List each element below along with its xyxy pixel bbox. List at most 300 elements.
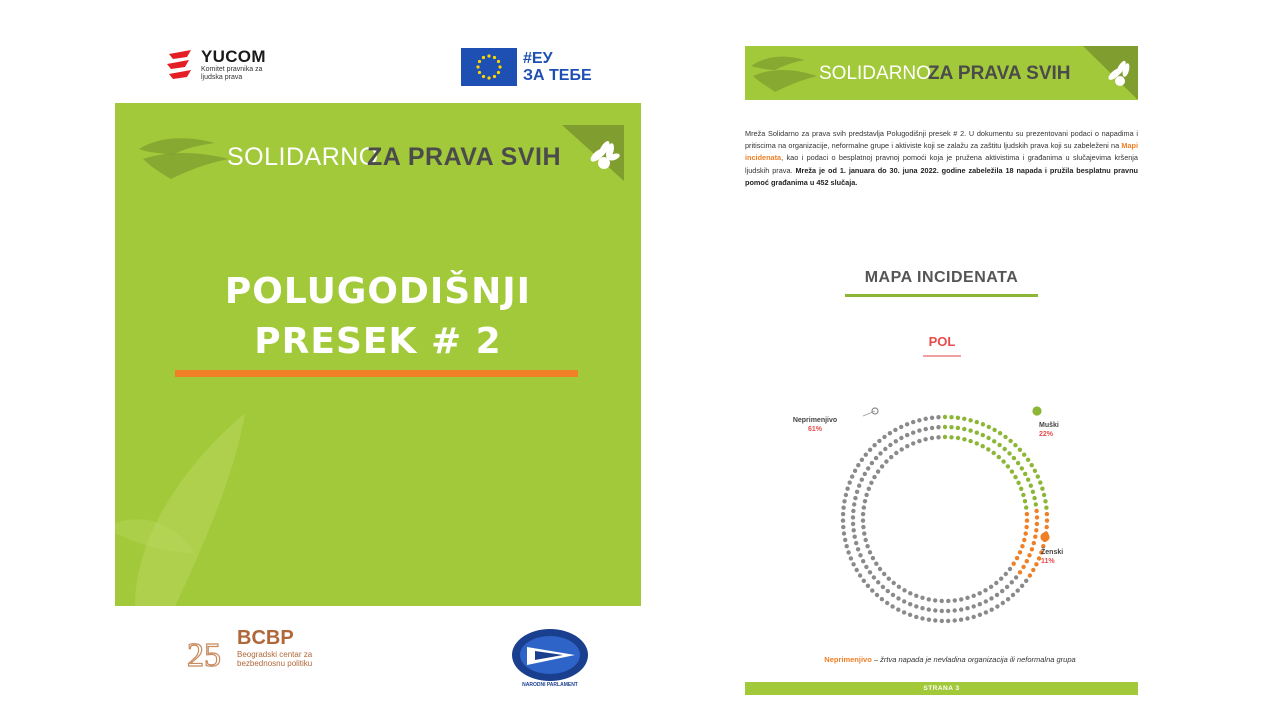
ring-dot-neprimenjivo xyxy=(933,618,937,622)
ring-dot-muški xyxy=(975,441,979,445)
ring-dot-muški xyxy=(949,425,953,429)
ring-dot-muški xyxy=(1022,453,1026,457)
ring-dot-neprimenjivo xyxy=(914,594,918,598)
ring-dot-neprimenjivo xyxy=(920,616,924,620)
ring-dot-neprimenjivo xyxy=(897,585,901,589)
ring-dot-neprimenjivo xyxy=(1005,585,1009,589)
ring-dot-muški xyxy=(1040,487,1044,491)
ring-dot-neprimenjivo xyxy=(851,562,855,566)
ring-dot-neprimenjivo xyxy=(858,573,862,577)
ring-dot-neprimenjivo xyxy=(888,443,892,447)
intro-text-1: Mreža Solidarno za prava svih predstavlja Polugodišnji presek # 2. U dokumentu su prezentovani podaci o napadima i pritiscima na organizacije, neformalne grupe i aktiviste koji se zalažu za zaštitu ljudskih prava koji su zabeleženi na xyxy=(745,129,1138,151)
ring-dot-neprimenjivo xyxy=(927,607,931,611)
ring-dot-neprimenjivo xyxy=(867,487,871,491)
ring-dot-neprimenjivo xyxy=(844,493,848,497)
ring-dot-muški xyxy=(998,431,1002,435)
ring-dot-neprimenjivo xyxy=(850,474,854,478)
ring-dot-neprimenjivo xyxy=(917,428,921,432)
cover-title-line2: PRESEK # 2 xyxy=(254,321,502,362)
ring-dot-neprimenjivo xyxy=(883,447,887,451)
ring-dot-neprimenjivo xyxy=(920,596,924,600)
ring-dot-muški xyxy=(1021,493,1025,497)
ring-dot-muški xyxy=(962,417,966,421)
ring-dot-neprimenjivo xyxy=(874,456,878,460)
ring-dot-neprimenjivo xyxy=(865,544,869,548)
ring-dot-neprimenjivo xyxy=(889,455,893,459)
ring-dot-muški xyxy=(1010,469,1014,473)
ring-dot-neprimenjivo xyxy=(917,418,921,422)
ring-dot-neprimenjivo xyxy=(908,613,912,617)
ring-dot-neprimenjivo xyxy=(864,493,868,497)
ring-dot-neprimenjivo xyxy=(983,588,987,592)
ring-dot-muški xyxy=(1043,499,1047,503)
ring-dot-neprimenjivo xyxy=(902,588,906,592)
ring-dot-neprimenjivo xyxy=(896,608,900,612)
ring-dot-neprimenjivo xyxy=(1014,575,1018,579)
ring-dot-neprimenjivo xyxy=(933,598,937,602)
ring-dot-neprimenjivo xyxy=(893,428,897,432)
intro-text-2: , kao i podaci o besplatnoj pravnoj pomoći koja je pružena aktivistima i građanima u slučajevima kršenja ljudskih prava. xyxy=(745,153,1138,175)
ring-dot-muški xyxy=(1001,459,1005,463)
ring-dot-neprimenjivo xyxy=(1008,567,1012,571)
ring-dot-neprimenjivo xyxy=(872,575,876,579)
ring-dot-muški xyxy=(1024,505,1028,509)
ring-dot-muški xyxy=(1003,447,1007,451)
ring-dot-neprimenjivo xyxy=(880,597,884,601)
ring-dot-neprimenjivo xyxy=(923,437,927,441)
ring-dot-neprimenjivo xyxy=(965,616,969,620)
ring-dot-muški xyxy=(1012,456,1016,460)
ring-dot-neprimenjivo xyxy=(884,459,888,463)
ring-dot-neprimenjivo xyxy=(995,604,999,608)
ring-dot-neprimenjivo xyxy=(852,502,856,506)
ring-dot-neprimenjivo xyxy=(843,538,847,542)
ring-dot-ženski xyxy=(1045,525,1049,529)
ring-dot-muški xyxy=(1007,451,1011,455)
ring-dot-neprimenjivo xyxy=(861,559,865,563)
ring-dot-muški xyxy=(956,426,960,430)
ring-dot-neprimenjivo xyxy=(845,487,849,491)
ring-dot-neprimenjivo xyxy=(868,550,872,554)
ring-dot-neprimenjivo xyxy=(978,591,982,595)
ring-dot-muški xyxy=(1044,506,1048,510)
ring-dot-neprimenjivo xyxy=(953,608,957,612)
ring-dot-neprimenjivo xyxy=(1000,589,1004,593)
ring-dot-ženski xyxy=(1032,541,1036,545)
bcbp-subtitle: Beogradski centar za bezbednosnu politiku xyxy=(237,650,313,668)
ring-dot-muški xyxy=(949,435,953,439)
ring-dot-neprimenjivo xyxy=(972,604,976,608)
category-label: Neprimenjivo xyxy=(792,417,838,424)
ring-dot-muški xyxy=(1036,474,1040,478)
ring-dot-muški xyxy=(949,415,953,419)
ring-dot-neprimenjivo xyxy=(1024,579,1028,583)
ring-dot-muški xyxy=(981,444,985,448)
ring-dot-neprimenjivo xyxy=(855,490,859,494)
yucom-name: YUCOM xyxy=(201,47,266,66)
hand-sign-icon xyxy=(1083,46,1138,100)
ring-dot-neprimenjivo xyxy=(876,469,880,473)
ring-dot-neprimenjivo xyxy=(870,461,874,465)
ring-dot-ženski xyxy=(1020,544,1024,548)
ring-dot-neprimenjivo xyxy=(878,451,882,455)
ring-dot-neprimenjivo xyxy=(911,431,915,435)
ring-dot-muški xyxy=(1042,493,1046,497)
page-slogan-dark: ZA PRAVA SVIH xyxy=(928,63,1071,84)
ring-dot-neprimenjivo xyxy=(842,499,846,503)
cover-slogan-light: SOLIDARNO xyxy=(227,143,379,171)
gender-dot-ring-chart xyxy=(785,394,1105,634)
ring-dot-neprimenjivo xyxy=(924,417,928,421)
yucom-logo xyxy=(165,48,281,84)
ring-dot-neprimenjivo xyxy=(863,472,867,476)
ring-dot-neprimenjivo xyxy=(861,518,865,522)
ring-dot-muški xyxy=(1033,469,1037,473)
ring-dot-neprimenjivo xyxy=(936,435,940,439)
ring-dot-neprimenjivo xyxy=(972,615,976,619)
ring-dot-muški xyxy=(992,439,996,443)
ring-dot-ženski xyxy=(1018,550,1022,554)
ring-dot-neprimenjivo xyxy=(953,598,957,602)
ring-dot-neprimenjivo xyxy=(891,593,895,597)
ring-dot-neprimenjivo xyxy=(959,618,963,622)
callout-marker-ženski xyxy=(1041,533,1049,541)
ring-dot-neprimenjivo xyxy=(946,619,950,623)
ring-dot-neprimenjivo xyxy=(856,463,860,467)
ring-dot-neprimenjivo xyxy=(908,602,912,606)
ring-dot-muški xyxy=(1029,484,1033,488)
ring-dot-neprimenjivo xyxy=(848,480,852,484)
ring-dot-neprimenjivo xyxy=(902,610,906,614)
ring-dot-neprimenjivo xyxy=(858,553,862,557)
ring-dot-neprimenjivo xyxy=(972,594,976,598)
ring-dot-ženski xyxy=(1015,556,1019,560)
ring-dot-muški xyxy=(943,435,947,439)
ring-dot-ženski xyxy=(1024,531,1028,535)
ring-dot-muški xyxy=(1008,439,1012,443)
ring-dot-neprimenjivo xyxy=(984,610,988,614)
ring-dot-neprimenjivo xyxy=(851,515,855,519)
ring-dot-neprimenjivo xyxy=(857,484,861,488)
ring-dot-muški xyxy=(1006,464,1010,468)
ring-dot-neprimenjivo xyxy=(864,538,868,542)
ring-dot-neprimenjivo xyxy=(856,547,860,551)
ring-dot-neprimenjivo xyxy=(978,613,982,617)
ring-dot-neprimenjivo xyxy=(994,581,998,585)
callout-marker-muški xyxy=(1033,407,1041,415)
eu-logo xyxy=(461,48,592,86)
ring-dot-neprimenjivo xyxy=(930,416,934,420)
ring-dot-neprimenjivo xyxy=(896,596,900,600)
ring-dot-neprimenjivo xyxy=(940,609,944,613)
ring-dot-neprimenjivo xyxy=(862,505,866,509)
intro-paragraph xyxy=(745,128,1138,189)
ring-dot-neprimenjivo xyxy=(888,431,892,435)
ring-dot-neprimenjivo xyxy=(864,453,868,457)
chart-title: POL xyxy=(928,334,956,349)
ring-dot-neprimenjivo xyxy=(1020,584,1024,588)
ring-dot-muški xyxy=(1020,466,1024,470)
ring-dot-neprimenjivo xyxy=(1004,572,1008,576)
ring-dot-neprimenjivo xyxy=(905,444,909,448)
ring-dot-neprimenjivo xyxy=(989,596,993,600)
ring-dot-neprimenjivo xyxy=(1010,580,1014,584)
chart-title-underline xyxy=(923,355,961,357)
page-footer: STRANA 3 xyxy=(745,682,1138,695)
ring-dot-muški xyxy=(975,431,979,435)
yucom-subtitle: Komitet pravnika za ljudska prava xyxy=(201,66,263,81)
ring-dot-neprimenjivo xyxy=(886,589,890,593)
ring-dot-ženski xyxy=(1034,528,1038,532)
cover-title-line1: POLUGODIŠNJI xyxy=(224,271,532,312)
section-title: MAPA INCIDENATA xyxy=(864,269,1019,286)
category-label: Ženski xyxy=(1041,549,1064,556)
ring-dot-neprimenjivo xyxy=(933,608,937,612)
mapa-incidenata-link[interactable]: Mapi incidenata xyxy=(745,141,1138,163)
ring-dot-muški xyxy=(1013,443,1017,447)
ring-dot-neprimenjivo xyxy=(882,435,886,439)
cover-page xyxy=(115,40,641,705)
ring-dot-neprimenjivo xyxy=(851,522,855,526)
ring-dot-neprimenjivo xyxy=(860,478,864,482)
ring-dot-neprimenjivo xyxy=(905,422,909,426)
ring-dot-muški xyxy=(1013,475,1017,479)
ring-dot-neprimenjivo xyxy=(1016,588,1020,592)
ring-dot-muški xyxy=(968,418,972,422)
ring-dot-neprimenjivo xyxy=(953,618,957,622)
ring-dot-neprimenjivo xyxy=(866,466,870,470)
ring-dot-ženski xyxy=(1031,568,1035,572)
hands-icon xyxy=(749,50,829,94)
ring-dot-ženski xyxy=(1021,565,1025,569)
ring-dot-neprimenjivo xyxy=(914,615,918,619)
yucom-mark-icon xyxy=(165,48,195,84)
ring-dot-neprimenjivo xyxy=(905,433,909,437)
ring-dot-muški xyxy=(1034,502,1038,506)
ring-dot-neprimenjivo xyxy=(908,591,912,595)
ring-dot-ženski xyxy=(1022,538,1026,542)
ring-dot-muški xyxy=(1016,481,1020,485)
ring-dot-muški xyxy=(1031,490,1035,494)
ring-dot-neprimenjivo xyxy=(851,509,855,513)
ring-dot-ženski xyxy=(1033,535,1037,539)
ring-dot-neprimenjivo xyxy=(1001,601,1005,605)
ring-dot-muški xyxy=(956,436,960,440)
ring-dot-neprimenjivo xyxy=(881,585,885,589)
ring-dot-neprimenjivo xyxy=(876,580,880,584)
ring-dot-neprimenjivo xyxy=(875,593,879,597)
ring-dot-muški xyxy=(1026,478,1030,482)
title-underline xyxy=(175,370,578,377)
ring-dot-neprimenjivo xyxy=(885,601,889,605)
ring-dot-muški xyxy=(943,425,947,429)
ring-dot-neprimenjivo xyxy=(894,439,898,443)
ring-dot-ženski xyxy=(1035,515,1039,519)
ring-dot-neprimenjivo xyxy=(860,458,864,462)
cover-slogan-dark: ZA PRAVA SVIH xyxy=(367,143,562,171)
ring-dot-muški xyxy=(987,425,991,429)
svg-text:25: 25 xyxy=(187,637,221,674)
ring-dot-neprimenjivo xyxy=(902,599,906,603)
ring-dot-neprimenjivo xyxy=(863,499,867,503)
ring-dot-ženski xyxy=(1045,512,1049,516)
ring-dot-neprimenjivo xyxy=(946,599,950,603)
ring-dot-neprimenjivo xyxy=(890,604,894,608)
ring-dot-neprimenjivo xyxy=(999,577,1003,581)
ring-dot-ženski xyxy=(1012,562,1016,566)
ring-dot-muški xyxy=(975,420,979,424)
bcbp-25-icon xyxy=(185,628,231,676)
ring-dot-neprimenjivo xyxy=(978,602,982,606)
ring-dot-muški xyxy=(981,422,985,426)
ring-dot-muški xyxy=(1032,496,1036,500)
bcbp-name: BCBP xyxy=(237,627,294,649)
ring-dot-neprimenjivo xyxy=(940,619,944,623)
ring-dot-neprimenjivo xyxy=(862,579,866,583)
value-label: 11% xyxy=(1041,558,1055,565)
ring-dot-neprimenjivo xyxy=(927,618,931,622)
ring-dot-ženski xyxy=(1025,559,1029,563)
ring-dot-muški xyxy=(968,439,972,443)
ring-dot-neprimenjivo xyxy=(866,584,870,588)
ring-dot-ženski xyxy=(1030,547,1034,551)
ring-dot-neprimenjivo xyxy=(984,599,988,603)
page-banner xyxy=(745,46,1138,100)
ring-dot-neprimenjivo xyxy=(959,607,963,611)
ring-dot-ženski xyxy=(1025,512,1029,516)
ring-dot-neprimenjivo xyxy=(940,599,944,603)
decorative-leaf-icon xyxy=(115,403,315,606)
eu-hashtag: #ЕУ xyxy=(523,50,553,67)
ring-dot-neprimenjivo xyxy=(853,535,857,539)
ring-dot-neprimenjivo xyxy=(878,567,882,571)
eu-tagline: ЗА ТЕБЕ xyxy=(523,67,592,84)
ring-dot-muški xyxy=(997,455,1001,459)
ring-dot-ženski xyxy=(1018,570,1022,574)
ring-dot-neprimenjivo xyxy=(920,606,924,610)
ring-dot-muški xyxy=(992,451,996,455)
ring-dot-neprimenjivo xyxy=(841,518,845,522)
ring-dot-neprimenjivo xyxy=(965,596,969,600)
ring-dot-ženski xyxy=(1034,562,1038,566)
ring-dot-ženski xyxy=(1024,525,1028,529)
ring-dot-neprimenjivo xyxy=(852,528,856,532)
ring-dot-neprimenjivo xyxy=(872,443,876,447)
ring-dot-neprimenjivo xyxy=(864,565,868,569)
ring-dot-neprimenjivo xyxy=(849,556,853,560)
ring-dot-muški xyxy=(1030,463,1034,467)
ring-dot-ženski xyxy=(1034,509,1038,513)
ring-dot-neprimenjivo xyxy=(1011,593,1015,597)
ring-dot-muški xyxy=(1003,435,1007,439)
report-page xyxy=(745,44,1138,699)
ring-dot-neprimenjivo xyxy=(930,436,934,440)
ring-dot-neprimenjivo xyxy=(995,593,999,597)
ring-dot-neprimenjivo xyxy=(869,481,873,485)
ring-dot-neprimenjivo xyxy=(841,525,845,529)
ring-dot-ženski xyxy=(1025,518,1029,522)
ring-dot-muški xyxy=(962,437,966,441)
ring-dot-muški xyxy=(943,415,947,419)
hand-sign-icon xyxy=(562,125,624,181)
ring-dot-neprimenjivo xyxy=(870,588,874,592)
ring-dot-ženski xyxy=(1035,522,1039,526)
ring-dot-neprimenjivo xyxy=(914,604,918,608)
narodni-parlament-label: NARODNI PARLAMENT xyxy=(522,682,578,688)
ring-dot-neprimenjivo xyxy=(854,541,858,545)
ring-dot-neprimenjivo xyxy=(900,447,904,451)
ring-dot-neprimenjivo xyxy=(846,550,850,554)
category-label: Muški xyxy=(1039,422,1059,429)
ring-dot-neprimenjivo xyxy=(946,609,950,613)
ring-dot-muški xyxy=(956,416,960,420)
ring-dot-neprimenjivo xyxy=(927,597,931,601)
ring-dot-muški xyxy=(1023,472,1027,476)
cover-banner xyxy=(137,125,625,185)
ring-dot-muški xyxy=(997,443,1001,447)
ring-dot-ženski xyxy=(1027,553,1031,557)
ring-dot-neprimenjivo xyxy=(842,531,846,535)
legend-text: – žrtva napada je nevladina organizacija ili neformalna grupa xyxy=(871,655,1076,664)
ring-dot-neprimenjivo xyxy=(872,475,876,479)
ring-dot-muški xyxy=(1023,499,1027,503)
ring-dot-neprimenjivo xyxy=(853,469,857,473)
ring-dot-neprimenjivo xyxy=(861,525,865,529)
ring-dot-neprimenjivo xyxy=(880,464,884,468)
ring-dot-neprimenjivo xyxy=(899,425,903,429)
ring-dot-neprimenjivo xyxy=(874,562,878,566)
ring-dot-muški xyxy=(981,433,985,437)
ring-dot-neprimenjivo xyxy=(965,606,969,610)
ring-dot-neprimenjivo xyxy=(1006,597,1010,601)
ring-dot-muški xyxy=(1038,480,1042,484)
ring-dot-neprimenjivo xyxy=(911,441,915,445)
ring-dot-muški xyxy=(1019,487,1023,491)
ring-dot-neprimenjivo xyxy=(841,506,845,510)
ring-dot-neprimenjivo xyxy=(868,448,872,452)
ring-dot-ženski xyxy=(1041,544,1045,548)
narodni-parlament-logo-icon xyxy=(505,625,595,689)
ring-dot-muški xyxy=(962,427,966,431)
ring-dot-ženski xyxy=(1028,573,1032,577)
ring-dot-muški xyxy=(1026,458,1030,462)
ring-dot-neprimenjivo xyxy=(855,568,859,572)
ring-dot-neprimenjivo xyxy=(936,425,940,429)
section-title-underline xyxy=(845,294,1038,297)
legend-note xyxy=(765,655,1135,664)
ring-dot-muški xyxy=(1016,461,1020,465)
ring-dot-neprimenjivo xyxy=(862,531,866,535)
ring-dot-neprimenjivo xyxy=(899,436,903,440)
ring-dot-neprimenjivo xyxy=(959,597,963,601)
ring-dot-neprimenjivo xyxy=(894,451,898,455)
ring-dot-neprimenjivo xyxy=(989,585,993,589)
ring-dot-muški xyxy=(986,447,990,451)
ring-dot-neprimenjivo xyxy=(930,426,934,430)
intro-text-bold: Mreža je od 1. januara do 30. juna 2022. godine zabeležila 18 napada i pružila besplatnu pravnu pomoć građanima u 452 slučaja. xyxy=(745,165,1138,187)
ring-dot-neprimenjivo xyxy=(924,427,928,431)
legend-key: Neprimenjivo xyxy=(824,655,872,664)
bcbp-logo xyxy=(185,628,347,676)
ring-dot-neprimenjivo xyxy=(917,439,921,443)
value-label: 22% xyxy=(1039,431,1054,438)
ring-dot-neprimenjivo xyxy=(845,544,849,548)
ring-dot-neprimenjivo xyxy=(877,439,881,443)
ring-dot-neprimenjivo xyxy=(936,415,940,419)
ring-dot-muški xyxy=(992,428,996,432)
ring-dot-neprimenjivo xyxy=(871,556,875,560)
ring-dot-neprimenjivo xyxy=(841,512,845,516)
